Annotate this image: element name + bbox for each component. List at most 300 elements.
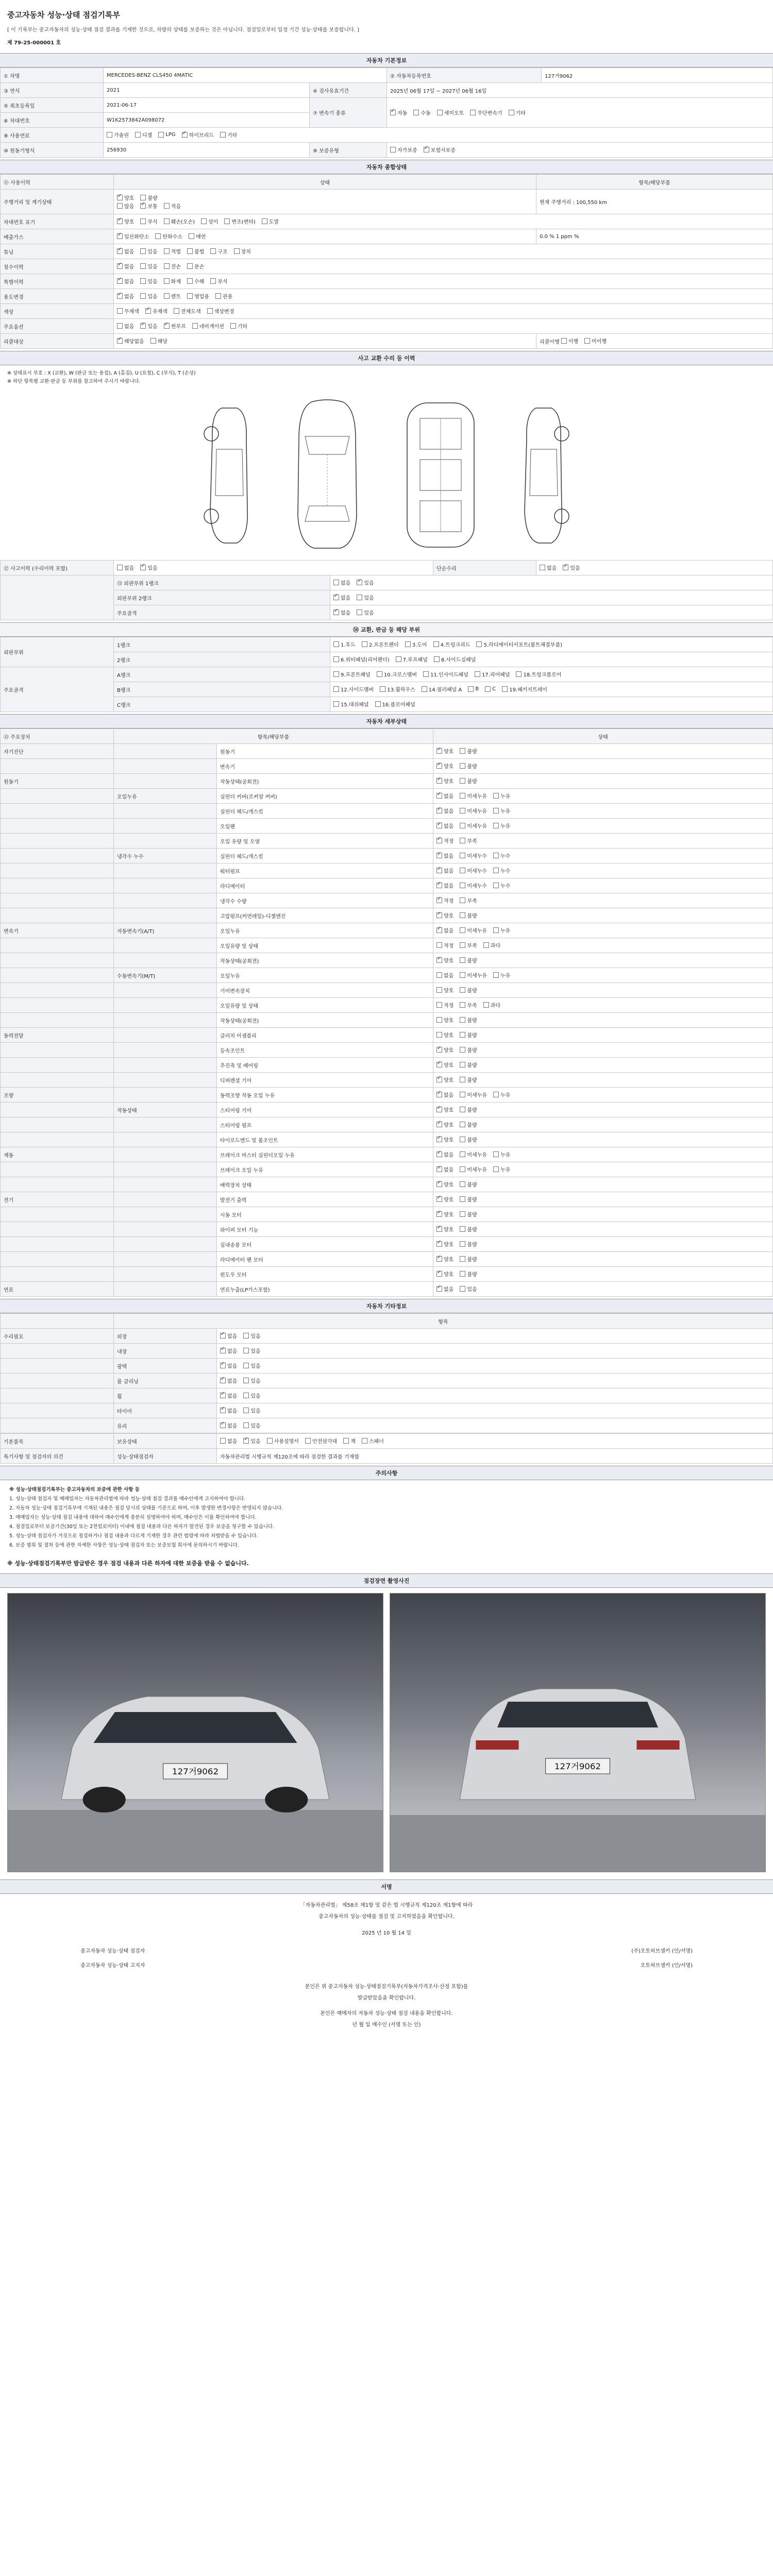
- checkbox-icon[interactable]: [377, 671, 382, 677]
- details-status-option[interactable]: [460, 1121, 477, 1128]
- checkbox-icon[interactable]: [502, 686, 508, 692]
- checkbox-icon[interactable]: [436, 1286, 442, 1292]
- checkbox-icon[interactable]: [243, 1422, 249, 1428]
- checkbox-icon[interactable]: [436, 793, 442, 799]
- checkbox-icon[interactable]: [117, 293, 123, 299]
- checkbox-icon[interactable]: [460, 1151, 465, 1157]
- fuel-option[interactable]: [158, 132, 175, 138]
- basic-item-option[interactable]: [362, 1437, 384, 1445]
- checkbox-icon[interactable]: [460, 1271, 465, 1277]
- rankB-part-option[interactable]: [485, 686, 496, 692]
- details-status-option[interactable]: [436, 867, 453, 874]
- special-extra-option[interactable]: [210, 277, 227, 285]
- checkbox-icon[interactable]: [220, 1378, 226, 1383]
- checkbox-icon[interactable]: [380, 686, 385, 692]
- checkbox-icon[interactable]: [460, 897, 465, 903]
- checkbox-icon[interactable]: [333, 701, 339, 707]
- details-status-option[interactable]: [493, 1165, 510, 1173]
- other-status-option[interactable]: [220, 1332, 237, 1340]
- details-status-option[interactable]: [436, 1285, 453, 1293]
- rank1-part-option[interactable]: [362, 640, 399, 648]
- rankA-part-option[interactable]: [475, 670, 510, 678]
- checkbox-icon[interactable]: [117, 218, 123, 224]
- checkbox-icon[interactable]: [460, 927, 465, 933]
- transmission-option[interactable]: [413, 109, 430, 116]
- other-status-option[interactable]: [220, 1421, 237, 1429]
- details-status-option[interactable]: [436, 1150, 453, 1158]
- checkbox-icon[interactable]: [493, 1092, 499, 1097]
- checkbox-icon[interactable]: [485, 686, 491, 692]
- details-status-option[interactable]: [460, 747, 477, 755]
- checkbox-icon[interactable]: [460, 778, 465, 784]
- other-status-option[interactable]: [220, 1406, 237, 1414]
- basic-item-option[interactable]: [305, 1437, 337, 1445]
- details-status-option[interactable]: [436, 956, 453, 964]
- checkbox-icon[interactable]: [540, 565, 545, 570]
- checkbox-icon[interactable]: [436, 808, 442, 814]
- rankB-part-option[interactable]: [422, 685, 462, 693]
- rankA-part-option[interactable]: [423, 670, 468, 678]
- checkbox-icon[interactable]: [460, 763, 465, 769]
- details-status-option[interactable]: [436, 926, 453, 934]
- checkbox-icon[interactable]: [436, 1077, 442, 1082]
- vin-mark-option[interactable]: [201, 217, 218, 225]
- checkbox-icon[interactable]: [117, 323, 123, 329]
- checkbox-icon[interactable]: [460, 1226, 465, 1232]
- checkbox-icon[interactable]: [117, 308, 123, 314]
- checkbox-icon[interactable]: [267, 1438, 273, 1444]
- details-status-option[interactable]: [460, 1225, 477, 1233]
- rankC-part-option[interactable]: [333, 700, 369, 708]
- tuning-extra-option[interactable]: [164, 247, 181, 255]
- recall-option[interactable]: [150, 337, 167, 345]
- checkbox-icon[interactable]: [460, 942, 465, 948]
- checkbox-icon[interactable]: [436, 1256, 442, 1262]
- details-status-option[interactable]: [460, 1180, 477, 1188]
- mileage-level-option[interactable]: [140, 202, 157, 210]
- details-status-option[interactable]: [460, 852, 487, 859]
- checkbox-icon[interactable]: [436, 912, 442, 918]
- details-status-option[interactable]: [460, 1031, 477, 1039]
- checkbox-icon[interactable]: [460, 748, 465, 754]
- details-status-option[interactable]: [460, 837, 477, 844]
- checkbox-icon[interactable]: [460, 1002, 465, 1008]
- checkbox-icon[interactable]: [230, 323, 236, 329]
- details-status-option[interactable]: [436, 792, 453, 800]
- details-status-option[interactable]: [460, 1285, 477, 1293]
- checkbox-icon[interactable]: [220, 1422, 226, 1428]
- main-option-extra-option[interactable]: [164, 322, 186, 330]
- checkbox-icon[interactable]: [516, 671, 522, 677]
- checkbox-icon[interactable]: [413, 110, 419, 115]
- checkbox-icon[interactable]: [436, 838, 442, 843]
- checkbox-icon[interactable]: [117, 263, 123, 269]
- checkbox-icon[interactable]: [436, 1062, 442, 1067]
- checkbox-icon[interactable]: [460, 957, 465, 963]
- details-status-option[interactable]: [436, 1180, 453, 1188]
- details-status-option[interactable]: [436, 941, 453, 949]
- checkbox-icon[interactable]: [460, 1181, 465, 1187]
- checkbox-icon[interactable]: [436, 1151, 442, 1157]
- checkbox-icon[interactable]: [424, 147, 429, 152]
- frame-option[interactable]: [333, 608, 350, 616]
- details-status-option[interactable]: [436, 1225, 453, 1233]
- checkbox-icon[interactable]: [187, 263, 193, 269]
- checkbox-icon[interactable]: [357, 609, 362, 615]
- checkbox-icon[interactable]: [189, 233, 194, 239]
- details-status-option[interactable]: [460, 1195, 477, 1203]
- rankC-part-option[interactable]: [375, 700, 415, 708]
- checkbox-icon[interactable]: [164, 218, 170, 224]
- details-status-option[interactable]: [460, 956, 477, 964]
- main-option-extra-option[interactable]: [192, 322, 224, 330]
- details-status-option[interactable]: [460, 777, 477, 785]
- flood-extra-option[interactable]: [187, 262, 204, 270]
- checkbox-icon[interactable]: [215, 293, 221, 299]
- details-status-option[interactable]: [460, 1270, 477, 1278]
- checkbox-icon[interactable]: [243, 1378, 249, 1383]
- fuel-option[interactable]: [107, 131, 129, 139]
- warranty-option[interactable]: [424, 146, 456, 154]
- checkbox-icon[interactable]: [460, 1092, 465, 1097]
- special-extra-option[interactable]: [164, 277, 181, 285]
- details-status-option[interactable]: [460, 1255, 477, 1263]
- checkbox-icon[interactable]: [145, 308, 151, 314]
- details-status-option[interactable]: [460, 1106, 477, 1113]
- tuning-kind-option[interactable]: [210, 247, 227, 255]
- checkbox-icon[interactable]: [210, 248, 216, 254]
- checkbox-icon[interactable]: [460, 1017, 465, 1023]
- checkbox-icon[interactable]: [460, 1077, 465, 1082]
- rank1-part-option[interactable]: [405, 640, 427, 648]
- details-status-option[interactable]: [436, 837, 453, 844]
- details-status-option[interactable]: [436, 1270, 453, 1278]
- color-option[interactable]: [117, 307, 139, 315]
- details-status-option[interactable]: [436, 1240, 453, 1248]
- checkbox-icon[interactable]: [375, 701, 381, 707]
- other-status-option[interactable]: [243, 1421, 260, 1429]
- recall-done-option[interactable]: [584, 337, 607, 345]
- checkbox-icon[interactable]: [436, 1241, 442, 1247]
- checkbox-icon[interactable]: [182, 132, 188, 138]
- other-status-option[interactable]: [220, 1362, 237, 1369]
- checkbox-icon[interactable]: [155, 233, 161, 239]
- checkbox-icon[interactable]: [434, 656, 440, 662]
- usage-option[interactable]: [140, 292, 157, 300]
- rank1-part-option[interactable]: [333, 640, 356, 648]
- details-status-option[interactable]: [460, 1165, 487, 1173]
- checkbox-icon[interactable]: [343, 1438, 349, 1444]
- checkbox-icon[interactable]: [436, 1181, 442, 1187]
- details-status-option[interactable]: [460, 896, 477, 904]
- details-status-option[interactable]: [493, 926, 510, 934]
- checkbox-icon[interactable]: [207, 308, 213, 314]
- checkbox-icon[interactable]: [333, 580, 339, 585]
- details-status-option[interactable]: [436, 971, 453, 979]
- mileage-level-option[interactable]: [164, 202, 181, 210]
- details-status-option[interactable]: [460, 986, 477, 994]
- accident-option[interactable]: [117, 564, 134, 571]
- details-status-option[interactable]: [436, 911, 453, 919]
- emission-option[interactable]: [117, 232, 149, 240]
- basic-item-option[interactable]: [220, 1437, 237, 1445]
- checkbox-icon[interactable]: [362, 641, 367, 647]
- checkbox-icon[interactable]: [493, 972, 499, 978]
- tuning-option[interactable]: [140, 247, 157, 255]
- checkbox-icon[interactable]: [243, 1348, 249, 1353]
- checkbox-icon[interactable]: [460, 1032, 465, 1038]
- checkbox-icon[interactable]: [262, 218, 267, 224]
- checkbox-icon[interactable]: [220, 1393, 226, 1398]
- checkbox-icon[interactable]: [220, 1438, 226, 1444]
- checkbox-icon[interactable]: [460, 838, 465, 843]
- checkbox-icon[interactable]: [436, 778, 442, 784]
- checkbox-icon[interactable]: [436, 823, 442, 828]
- details-status-option[interactable]: [460, 882, 487, 889]
- details-status-option[interactable]: [460, 762, 477, 770]
- checkbox-icon[interactable]: [460, 808, 465, 814]
- checkbox-icon[interactable]: [140, 293, 146, 299]
- details-status-option[interactable]: [436, 807, 453, 815]
- checkbox-icon[interactable]: [460, 853, 465, 858]
- rankB-part-option[interactable]: [333, 685, 374, 693]
- checkbox-icon[interactable]: [210, 278, 216, 284]
- details-status-option[interactable]: [460, 1076, 477, 1083]
- simple-repair-option[interactable]: [540, 564, 557, 571]
- checkbox-icon[interactable]: [117, 248, 123, 254]
- checkbox-icon[interactable]: [470, 110, 476, 115]
- other-status-option[interactable]: [243, 1347, 260, 1354]
- checkbox-icon[interactable]: [460, 1166, 465, 1172]
- checkbox-icon[interactable]: [234, 248, 240, 254]
- other-status-option[interactable]: [243, 1406, 260, 1414]
- basic-item-option[interactable]: [243, 1437, 260, 1445]
- checkbox-icon[interactable]: [333, 656, 339, 662]
- details-status-option[interactable]: [436, 1210, 453, 1218]
- details-status-option[interactable]: [460, 941, 477, 949]
- checkbox-icon[interactable]: [493, 823, 499, 828]
- checkbox-icon[interactable]: [117, 338, 123, 344]
- checkbox-icon[interactable]: [493, 927, 499, 933]
- checkbox-icon[interactable]: [243, 1363, 249, 1368]
- details-status-option[interactable]: [436, 1001, 453, 1009]
- checkbox-icon[interactable]: [436, 763, 442, 769]
- checkbox-icon[interactable]: [243, 1333, 249, 1338]
- details-status-option[interactable]: [460, 1016, 477, 1024]
- vin-mark-option[interactable]: [140, 217, 157, 225]
- details-status-option[interactable]: [493, 807, 510, 815]
- checkbox-icon[interactable]: [140, 195, 146, 200]
- rankB-part-option[interactable]: [380, 685, 415, 693]
- checkbox-icon[interactable]: [436, 1271, 442, 1277]
- checkbox-icon[interactable]: [436, 1166, 442, 1172]
- checkbox-icon[interactable]: [436, 1211, 442, 1217]
- checkbox-icon[interactable]: [436, 1032, 442, 1038]
- details-status-option[interactable]: [436, 1255, 453, 1263]
- checkbox-icon[interactable]: [436, 1122, 442, 1127]
- details-status-option[interactable]: [436, 1121, 453, 1128]
- checkbox-icon[interactable]: [243, 1393, 249, 1398]
- other-status-option[interactable]: [220, 1377, 237, 1384]
- checkbox-icon[interactable]: [150, 338, 156, 344]
- checkbox-icon[interactable]: [405, 641, 411, 647]
- other-status-option[interactable]: [243, 1392, 260, 1399]
- details-status-option[interactable]: [436, 1091, 453, 1098]
- checkbox-icon[interactable]: [436, 987, 442, 993]
- color-extra-option[interactable]: [174, 307, 201, 315]
- checkbox-icon[interactable]: [164, 203, 170, 209]
- details-status-option[interactable]: [493, 882, 510, 889]
- transmission-option[interactable]: [390, 109, 407, 116]
- checkbox-icon[interactable]: [220, 1363, 226, 1368]
- details-status-option[interactable]: [493, 867, 510, 874]
- checkbox-icon[interactable]: [493, 853, 499, 858]
- checkbox-icon[interactable]: [436, 1002, 442, 1008]
- checkbox-icon[interactable]: [460, 1122, 465, 1127]
- checkbox-icon[interactable]: [436, 1017, 442, 1023]
- details-status-option[interactable]: [436, 1106, 453, 1113]
- transmission-option[interactable]: [509, 109, 526, 116]
- checkbox-icon[interactable]: [140, 203, 146, 209]
- details-status-option[interactable]: [460, 971, 487, 979]
- checkbox-icon[interactable]: [493, 793, 499, 799]
- checkbox-icon[interactable]: [187, 278, 193, 284]
- checkbox-icon[interactable]: [436, 942, 442, 948]
- checkbox-icon[interactable]: [201, 218, 207, 224]
- checkbox-icon[interactable]: [220, 1408, 226, 1413]
- tuning-extra-option[interactable]: [187, 247, 204, 255]
- details-status-option[interactable]: [460, 926, 487, 934]
- recall-done-option[interactable]: [561, 337, 578, 345]
- usage-extra-option[interactable]: [164, 292, 181, 300]
- checkbox-icon[interactable]: [437, 110, 443, 115]
- checkbox-icon[interactable]: [436, 868, 442, 873]
- vin-mark-option[interactable]: [224, 217, 255, 225]
- main-option-extra-option[interactable]: [230, 322, 247, 330]
- main-option-option[interactable]: [140, 322, 157, 330]
- checkbox-icon[interactable]: [243, 1438, 249, 1444]
- mileage-option[interactable]: [140, 194, 157, 201]
- flood-extra-option[interactable]: [164, 262, 181, 270]
- color-extra-option[interactable]: [207, 307, 234, 315]
- usage-option[interactable]: [117, 292, 134, 300]
- details-status-option[interactable]: [483, 941, 500, 949]
- other-status-option[interactable]: [243, 1362, 260, 1369]
- checkbox-icon[interactable]: [460, 1286, 465, 1292]
- special-extra-option[interactable]: [187, 277, 204, 285]
- checkbox-icon[interactable]: [460, 793, 465, 799]
- checkbox-icon[interactable]: [390, 147, 396, 152]
- usage-extra-option[interactable]: [215, 292, 232, 300]
- vin-mark-option[interactable]: [164, 217, 195, 225]
- checkbox-icon[interactable]: [436, 1092, 442, 1097]
- basic-item-option[interactable]: [343, 1437, 356, 1445]
- checkbox-icon[interactable]: [305, 1438, 311, 1444]
- checkbox-icon[interactable]: [493, 883, 499, 888]
- details-status-option[interactable]: [460, 911, 477, 919]
- checkbox-icon[interactable]: [333, 641, 339, 647]
- checkbox-icon[interactable]: [460, 1211, 465, 1217]
- transmission-option[interactable]: [437, 109, 464, 116]
- flood-option[interactable]: [140, 262, 157, 270]
- checkbox-icon[interactable]: [187, 293, 193, 299]
- vin-mark-option[interactable]: [262, 217, 279, 225]
- checkbox-icon[interactable]: [117, 233, 123, 239]
- simple-repair-option[interactable]: [563, 564, 580, 571]
- checkbox-icon[interactable]: [460, 912, 465, 918]
- checkbox-icon[interactable]: [164, 248, 170, 254]
- rankA-part-option[interactable]: [333, 670, 371, 678]
- rank2-part-option[interactable]: [333, 655, 390, 663]
- checkbox-icon[interactable]: [158, 132, 164, 138]
- checkbox-icon[interactable]: [436, 972, 442, 978]
- checkbox-icon[interactable]: [333, 595, 339, 600]
- checkbox-icon[interactable]: [436, 957, 442, 963]
- checkbox-icon[interactable]: [460, 1062, 465, 1067]
- checkbox-icon[interactable]: [140, 565, 146, 570]
- checkbox-icon[interactable]: [460, 1256, 465, 1262]
- frame-option[interactable]: [357, 608, 374, 616]
- details-status-option[interactable]: [460, 867, 487, 874]
- checkbox-icon[interactable]: [460, 1196, 465, 1202]
- checkbox-icon[interactable]: [135, 132, 141, 138]
- outer-rank1-option[interactable]: [357, 579, 374, 586]
- checkbox-icon[interactable]: [164, 263, 170, 269]
- checkbox-icon[interactable]: [476, 641, 482, 647]
- checkbox-icon[interactable]: [174, 308, 179, 314]
- checkbox-icon[interactable]: [117, 565, 123, 570]
- checkbox-icon[interactable]: [475, 671, 480, 677]
- emission-option[interactable]: [155, 232, 182, 240]
- details-status-option[interactable]: [460, 807, 487, 815]
- usage-extra-option[interactable]: [187, 292, 209, 300]
- details-status-option[interactable]: [436, 1031, 453, 1039]
- checkbox-icon[interactable]: [357, 580, 362, 585]
- checkbox-icon[interactable]: [563, 565, 568, 570]
- checkbox-icon[interactable]: [483, 1002, 489, 1008]
- details-status-option[interactable]: [436, 852, 453, 859]
- checkbox-icon[interactable]: [584, 338, 590, 344]
- details-status-option[interactable]: [436, 1136, 453, 1143]
- details-status-option[interactable]: [436, 1195, 453, 1203]
- special-option[interactable]: [140, 277, 157, 285]
- details-status-option[interactable]: [436, 777, 453, 785]
- rankB-part-option[interactable]: [468, 686, 479, 692]
- checkbox-icon[interactable]: [436, 1107, 442, 1112]
- checkbox-icon[interactable]: [117, 203, 123, 209]
- checkbox-icon[interactable]: [460, 1107, 465, 1112]
- details-status-option[interactable]: [436, 822, 453, 829]
- details-status-option[interactable]: [460, 1046, 477, 1054]
- fuel-option[interactable]: [182, 131, 214, 139]
- checkbox-icon[interactable]: [436, 897, 442, 903]
- rank1-part-option[interactable]: [433, 640, 470, 648]
- details-status-option[interactable]: [460, 1091, 487, 1098]
- checkbox-icon[interactable]: [493, 1166, 499, 1172]
- checkbox-icon[interactable]: [357, 595, 362, 600]
- details-status-option[interactable]: [460, 1136, 477, 1143]
- details-status-option[interactable]: [436, 1061, 453, 1069]
- checkbox-icon[interactable]: [436, 748, 442, 754]
- checkbox-icon[interactable]: [460, 868, 465, 873]
- checkbox-icon[interactable]: [243, 1408, 249, 1413]
- basic-item-option[interactable]: [267, 1437, 299, 1445]
- checkbox-icon[interactable]: [460, 987, 465, 993]
- details-status-option[interactable]: [460, 1210, 477, 1218]
- details-status-option[interactable]: [493, 822, 510, 829]
- checkbox-icon[interactable]: [140, 263, 146, 269]
- other-status-option[interactable]: [243, 1332, 260, 1340]
